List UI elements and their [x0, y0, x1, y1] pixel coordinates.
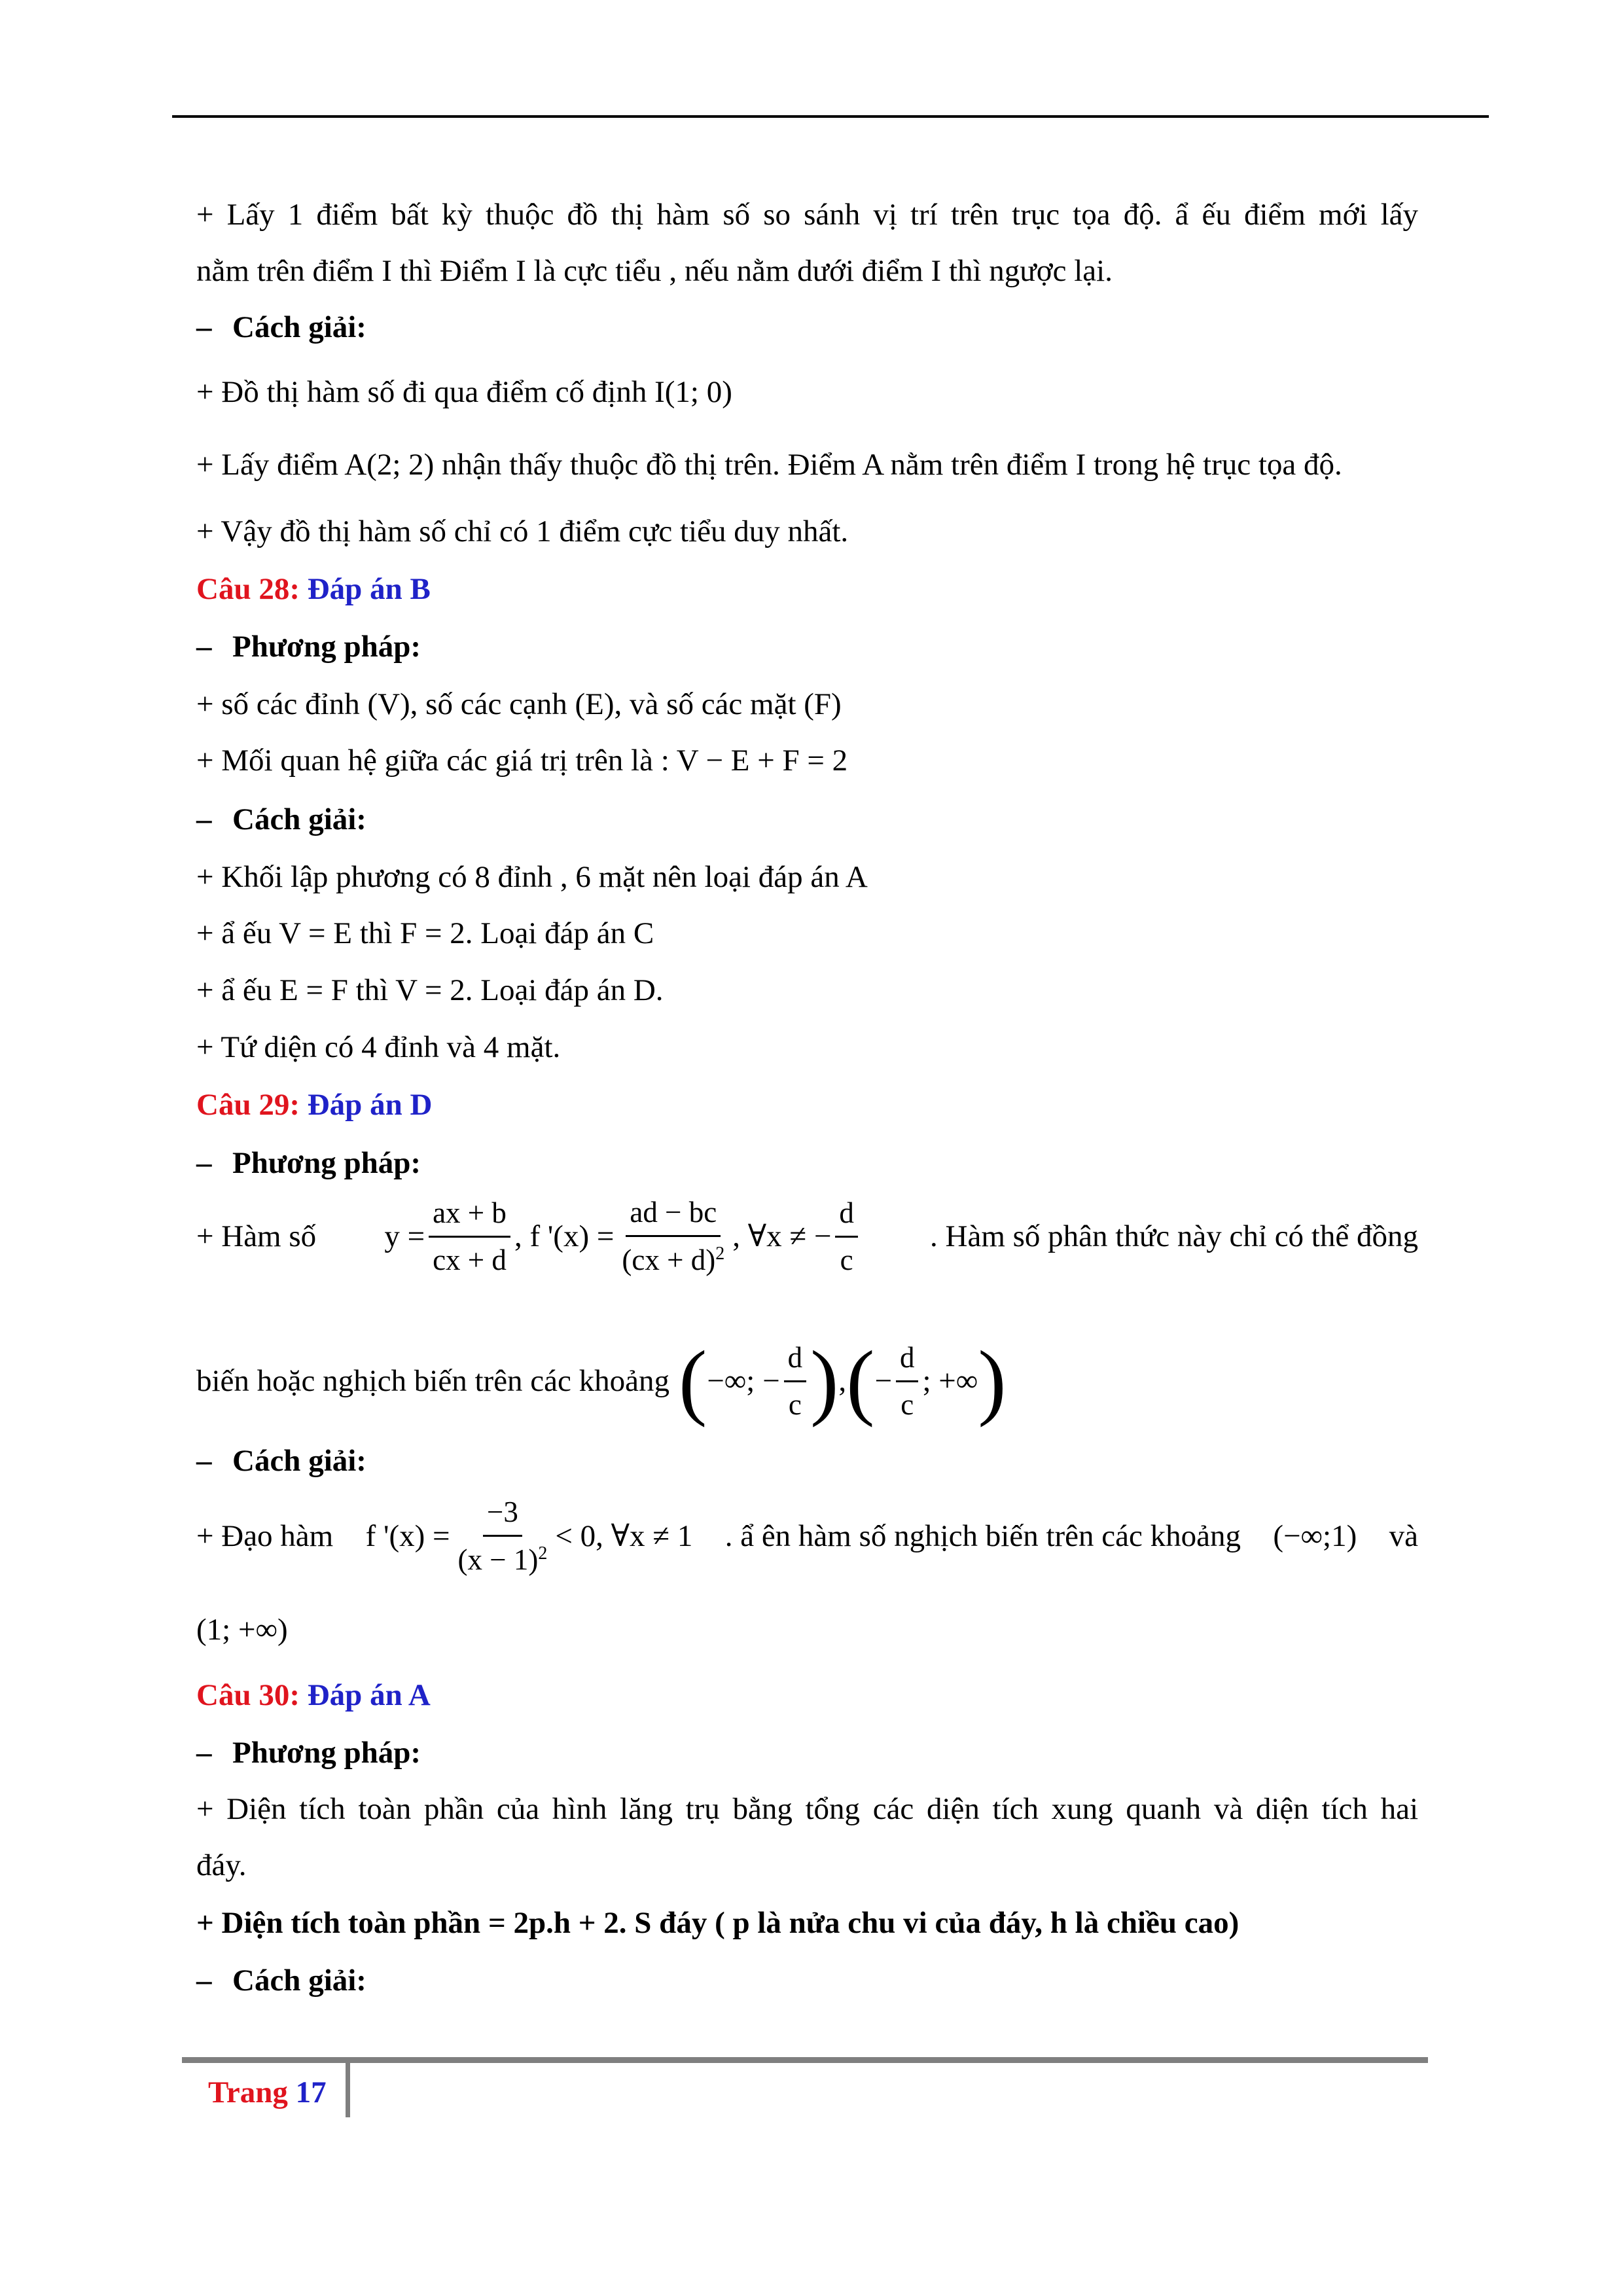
fraction: $\frac{d}{c}$ [835, 1198, 858, 1275]
text-line: + Khối lập phương có 8 đỉnh , 6 mặt nên loại đáp án A [196, 860, 868, 894]
text-line: + Vậy đồ thị hàm số chỉ có 1 điểm cực tiểu duy nhất. [196, 514, 849, 548]
fraction: $\frac{ax + b}{cx + d}$ [429, 1198, 510, 1275]
text-line: + Diện tích toàn phần của hình lăng trụ bằng tổng các diện tích xung quanh và diện tích hai [196, 1792, 1418, 1826]
header-rule [172, 115, 1489, 118]
text-line: + Đồ thị hàm số đi qua điểm cố định I(1; 0) [196, 375, 732, 409]
section-heading: – Cách giải: [196, 1964, 366, 1998]
text-line: + ẩ ếu V = E thì F = 2. Loại đáp án C [196, 916, 654, 950]
question-heading: Câu 30: Đáp án A [196, 1678, 431, 1712]
formula-line: + Đạo hàm f '(x) = $\frac{-3}{(x - 1)^2}$ < 0, ∀x ≠ 1 . ẩ ên hàm số nghịch biến trên các khoảng (−∞;1) và [196, 1496, 1418, 1576]
fraction: $\frac{d}{c}$ [784, 1343, 807, 1420]
section-heading: – Phương pháp: [196, 1736, 421, 1770]
math-point: A(2; 2) [344, 448, 435, 482]
text-line: + ẩ ếu E = F thì V = 2. Loại đáp án D. [196, 973, 664, 1007]
fraction: $\frac{ad - bc}{(cx + d)^2}$ [622, 1196, 725, 1276]
text-line: + Diện tích toàn phần = 2p.h + 2. S đáy ( p là nửa chu vi của đáy, h là chiều cao) [196, 1906, 1240, 1940]
fraction: $\frac{d}{c}$ [896, 1343, 919, 1420]
section-heading: – Phương pháp: [196, 630, 421, 664]
footer-rule [182, 2057, 1428, 2063]
formula-line: biến hoặc nghịch biến trên các khoảng ( −∞; − $\frac{d}{c}$ ) , ( − $\frac{d}{c}$ ; +∞ ) [196, 1334, 1007, 1428]
question-heading: Câu 29: Đáp án D [196, 1088, 433, 1122]
formula-line: + Hàm số y = $\frac{ax + b}{cx + d}$ , f '(x) = $\frac{ad - bc}{(cx + d)^2}$ , ∀x ≠ − $\frac{d}{c}$ . Hàm số phân thức này chỉ có thể đồng [196, 1196, 1418, 1276]
question-heading: Câu 28: Đáp án B [196, 572, 431, 606]
math-equation: V − E + F = 2 [676, 744, 848, 778]
section-heading: – Cách giải: [196, 1444, 366, 1478]
section-heading: – Cách giải: [196, 802, 366, 836]
text-line: + Lấy 1 điểm bất kỳ thuộc đồ thị hàm số so sánh vị trí trên trục tọa độ. ẩ ếu điểm mới lấy [196, 198, 1418, 232]
page-number: Trang 17 [208, 2075, 327, 2109]
text-line: + số các đỉnh (V), số các cạnh (E), và số các mặt (F) [196, 687, 842, 721]
text-line: + Lấy điểm A(2; 2) nhận thấy thuộc đồ thị trên. Điểm A nằm trên điểm I trong hệ trục tọa độ. [196, 448, 1342, 482]
footer-divider [346, 2060, 350, 2117]
section-heading: – Cách giải: [196, 310, 366, 344]
fraction: $\frac{-3}{(x - 1)^2}$ [457, 1496, 548, 1576]
math-interval: (1; +∞) [196, 1613, 288, 1647]
section-heading: – Phương pháp: [196, 1146, 421, 1180]
math-point: I(1; 0) [654, 375, 732, 409]
text-line: đáy. [196, 1848, 247, 1882]
text-line: nằm trên điểm I thì Điểm I là cực tiểu , nếu nằm dưới điểm I thì ngược lại. [196, 254, 1113, 288]
text-line: + Tứ diện có 4 đỉnh và 4 mặt. [196, 1030, 561, 1064]
text-line: + Mối quan hệ giữa các giá trị trên là : V − E + F = 2 [196, 744, 848, 778]
